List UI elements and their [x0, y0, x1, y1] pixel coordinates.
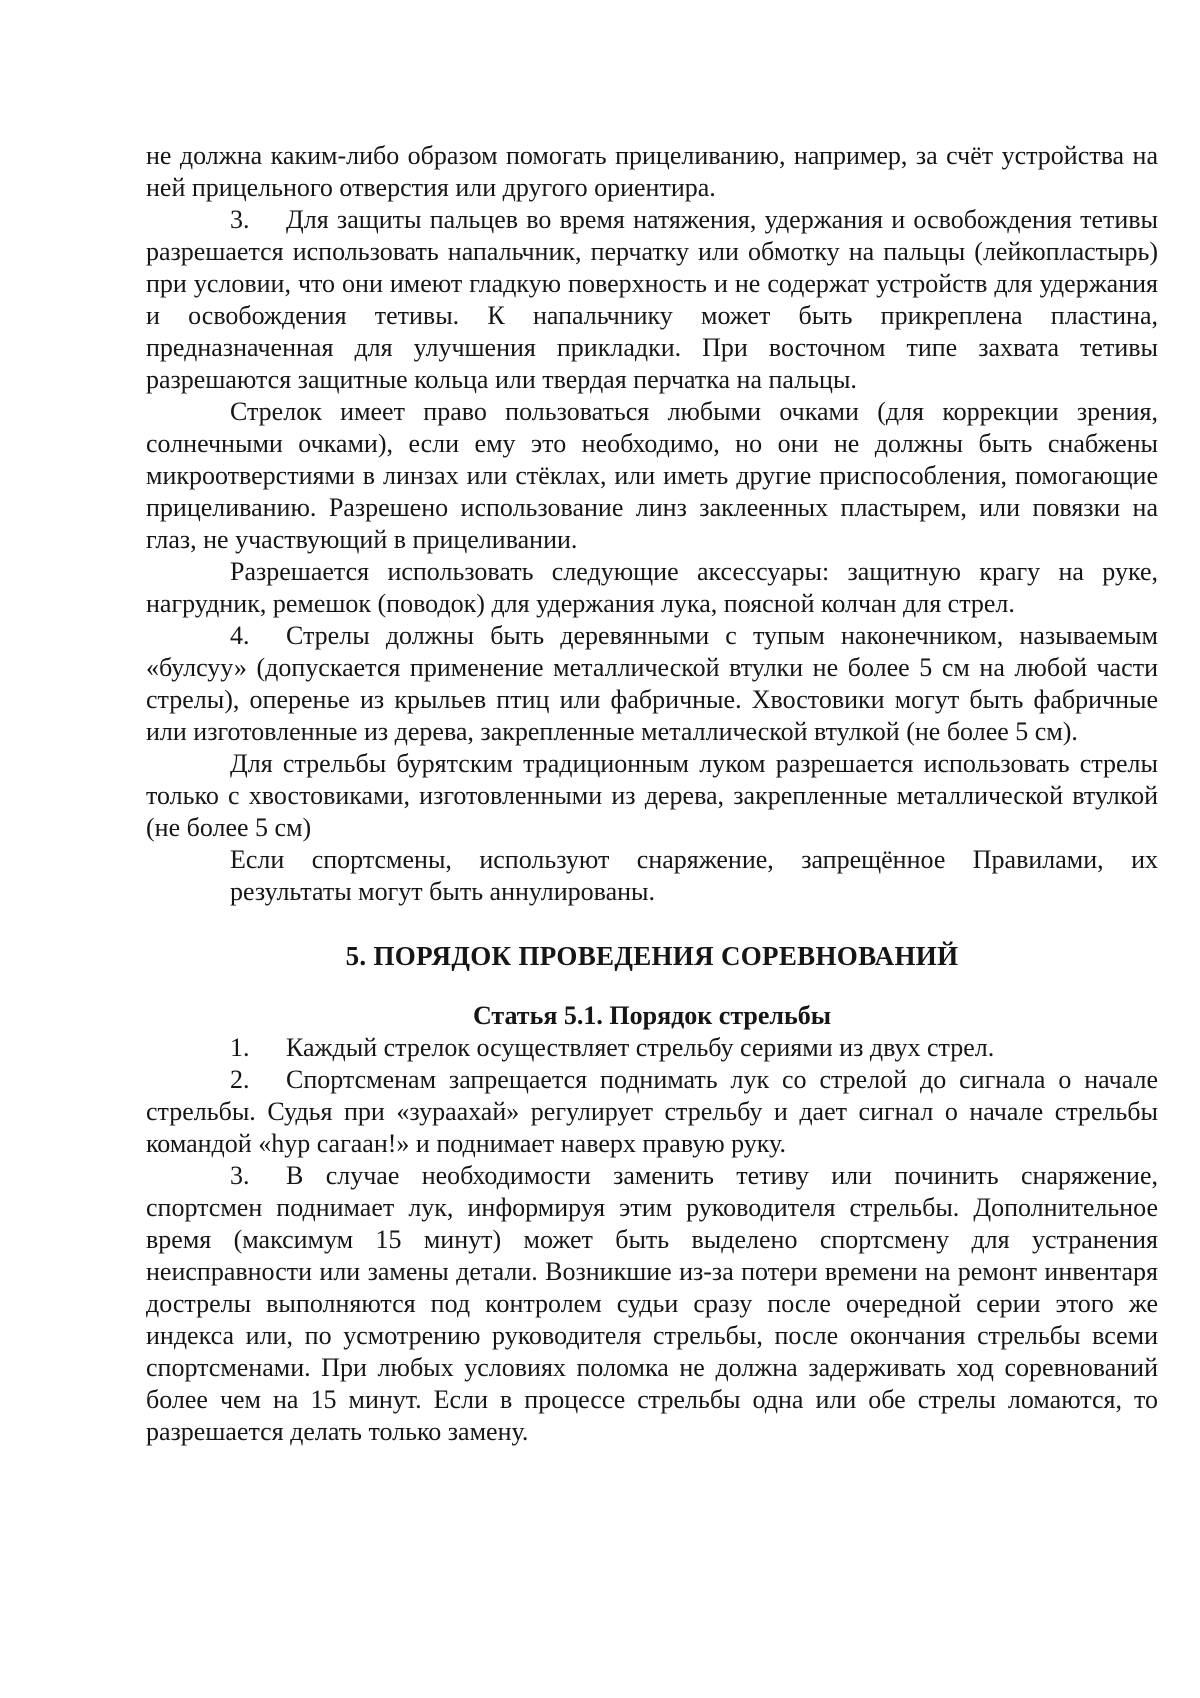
- paragraph-text: Спортсменам запрещается поднимать лук со стрелой до сигнала о начале стрельбы. Судья при «зураахай» регулирует стрельбу и дает сигнал о начале стрельбы командой «hур сагаан!» и поднимает наверх правую руку.: [146, 1065, 1158, 1158]
- paragraph-text: Для защиты пальцев во время натяжения, удержания и освобождения тетивы разрешается использовать напальчник, перчатку или обмотку на пальцы (лейкопластырь) при условии, что они имеют гладкую поверхность и не содержат устройств для удержания и освобождения тетивы. К напальчнику может быть прикреплена пластина, предназначенная для улучшения прикладки. При восточном типе захвата тетивы разрешаются защитные кольца или твердая перчатка на пальцы.: [146, 205, 1158, 394]
- paragraph: [146, 204, 1158, 396]
- paragraph-number: 1.: [230, 1033, 250, 1062]
- paragraph-text: Каждый стрелок осуществляет стрельбу сериями из двух стрел.: [286, 1033, 995, 1062]
- section-heading: 5. ПОРЯДОК ПРОВЕДЕНИЯ СОРЕВНОВАНИЙ: [345, 941, 959, 971]
- article-heading: Статья 5.1. Порядок стрельбы: [472, 1001, 832, 1030]
- paragraph-text: В случае необходимости заменить тетиву или починить снаряжение, спортсмен поднимает лук, информируя этим руководителя стрельбы. Дополнительное время (максимум 15 минут) может быть выделено спортсмену для устранения неисправности или замены детали. Возникшие из-за потери времени на ремонт инвентаря дострелы выполняются под контролем судьи сразу после очередной серии этого же индекса или, по усмотрению руководителя стрельбы, после окончания стрельбы всеми спортсменами. При любых условиях поломка не должна задерживать ход соревнований более чем на 15 минут. Если в процессе стрельбы одна или обе стрелы ломаются, то разрешается делать только замену.: [146, 1161, 1158, 1446]
- document-body: [146, 140, 1158, 1448]
- paragraph: [230, 844, 1158, 908]
- paragraph-text: Для стрельбы бурятским традиционным луком разрешается использовать стрелы только с хвостовиками, изготовленными из дерева, закрепленные металлической втулкой (не более 5 см): [146, 749, 1158, 842]
- paragraph-text: Стрелы должны быть деревянными с тупым наконечником, называемым «булсуу» (допускается применение металлической втулки не более 5 см на любой части стрелы), оперенье из крыльев птиц или фабричные. Хвостовики могут быть фабричные или изготовленные из дерева, закрепленные металлической втулкой (не более 5 см).: [146, 621, 1158, 746]
- paragraph: [146, 620, 1158, 748]
- paragraph-text: Стрелок имеет право пользоваться любыми очками (для коррекции зрения, солнечными очками), если ему это необходимо, но они не должны быть снабжены микроотверстиями в линзах или стёклах, или иметь другие приспособления, помогающие прицеливанию. Разрешено использование линз заклеенных пластырем, или повязки на глаз, не участвующий в прицеливании.: [146, 397, 1158, 554]
- paragraph: [146, 1064, 1158, 1160]
- paragraph: [146, 1160, 1158, 1448]
- paragraph-text: Если спортсмены, используют снаряжение, запрещённое Правилами, их результаты могут быть аннулированы.: [230, 845, 1158, 906]
- paragraph: [146, 1032, 1158, 1064]
- paragraph: [146, 556, 1158, 620]
- paragraph: [146, 748, 1158, 844]
- paragraph-text: Разрешается использовать следующие аксессуары: защитную крагу на руке, нагрудник, ремешок (поводок) для удержания лука, поясной колчан для стрел.: [146, 557, 1158, 618]
- paragraphs-after: [146, 1032, 1158, 1448]
- paragraphs-before: [146, 140, 1158, 908]
- paragraph: [146, 140, 1158, 204]
- paragraph-text: не должна каким-либо образом помогать прицеливанию, например, за счёт устройства на ней прицельного отверстия или другого ориентира.: [146, 141, 1158, 202]
- paragraph-number: 3.: [230, 1161, 250, 1190]
- paragraph-number: 3.: [230, 205, 250, 234]
- paragraph-number: 2.: [230, 1065, 250, 1094]
- paragraph: [146, 396, 1158, 556]
- paragraph-number: 4.: [230, 621, 250, 650]
